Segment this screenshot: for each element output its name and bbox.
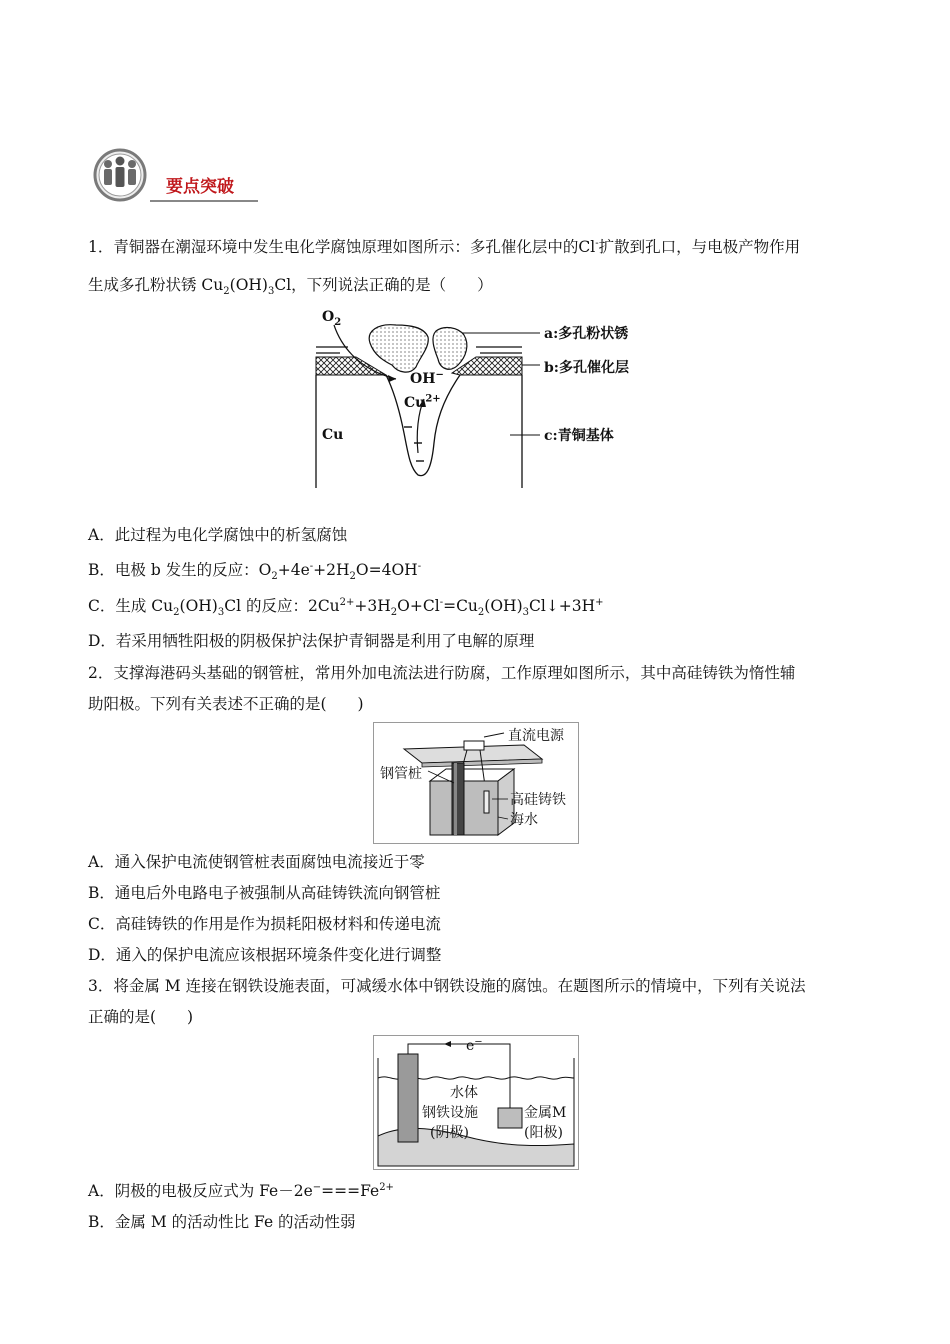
- q3-stem-line1: 3．将金属 M 连接在钢铁设施表面，可减缓水体中钢铁设施的腐蚀。在题图所示的情境中，下列有关说法: [88, 977, 806, 995]
- q1-stem-line1: 1．青铜器在潮湿环境中发生电化学腐蚀原理如图所示：多孔催化层中的Cl-扩散到孔口，与电极产物作用: [88, 237, 801, 256]
- q1-figure: [300, 303, 660, 493]
- label-steel: 钢铁设施: [422, 1105, 478, 1121]
- label-b: b:多孔催化层: [544, 360, 629, 376]
- label-water: 水体: [450, 1085, 478, 1101]
- label-power: 直流电源: [508, 728, 564, 744]
- label-anode: (阳极): [524, 1125, 563, 1141]
- q3-stem-line2: 正确的是( ): [88, 1008, 194, 1026]
- label-pile: 钢管桩: [380, 766, 422, 782]
- q1-option-c: C．生成 $Cu_2(OH)_3Cl$ 的反应：$2Cu^{2+}+3H_2O+Cl^-=Cu_2(OH)_3Cl↓+3H^+$: [88, 596, 604, 619]
- label-a: a:多孔粉状锈: [544, 326, 629, 342]
- q2-option-b: B．通电后外电路电子被强制从高硅铸铁流向钢管桩: [88, 884, 441, 902]
- q2-option-a: A．通入保护电流使钢管桩表面腐蚀电流接近于零: [88, 853, 425, 871]
- label-cu: Cu: [322, 427, 344, 443]
- people-group-icon: [88, 148, 154, 204]
- q2-stem-line1: 2．支撑海港码头基础的钢管桩，常用外加电流法进行防腐，工作原理如图所示，其中高硅铸铁为惰性辅: [88, 664, 796, 682]
- label-sea: 海水: [510, 812, 538, 828]
- q1-option-d: D．若采用牺牲阳极的阴极保护法保护青铜器是利用了电解的原理: [88, 632, 535, 650]
- q1-option-a: A．此过程为电化学腐蚀中的析氢腐蚀: [88, 526, 348, 544]
- q2-option-c: C．高硅铸铁的作用是作为损耗阳极材料和传递电流: [88, 915, 441, 933]
- label-cu2: $Cu^{2+}$: [404, 393, 441, 411]
- q3-option-a: A．阴极的电极反应式为 $Fe-2e^-===Fe^{2+}$: [88, 1181, 394, 1200]
- q3-option-b: B．金属 M 的活动性比 Fe 的活动性弱: [88, 1213, 356, 1231]
- section-header: [88, 148, 260, 204]
- label-oh: OH−: [410, 369, 444, 387]
- label-cathode: (阴极): [430, 1125, 469, 1141]
- label-metal: 金属M: [524, 1105, 567, 1121]
- q2-figure: [373, 722, 579, 844]
- q1-option-b: B．电极 b 发生的反应：$O_2+4e^-+2H_2O=4OH^-$: [88, 560, 422, 583]
- label-c: c:青铜基体: [544, 428, 614, 444]
- q1-stem-line2: 生成多孔粉状锈 $Cu_2(OH)_3Cl$，下列说法正确的是（ ）: [88, 276, 493, 298]
- q2-option-d: D．通入的保护电流应该根据环境条件变化进行调整: [88, 946, 442, 964]
- label-o2: $O_2$: [322, 309, 342, 328]
- q3-figure: [373, 1035, 579, 1170]
- section-title: 要点突破: [166, 177, 234, 197]
- q2-stem-line2: 助阳极。下列有关表述不正确的是( ): [88, 695, 364, 713]
- label-iron: 高硅铸铁: [510, 792, 566, 808]
- section-underline: [150, 200, 258, 202]
- label-electron: e−: [466, 1036, 483, 1054]
